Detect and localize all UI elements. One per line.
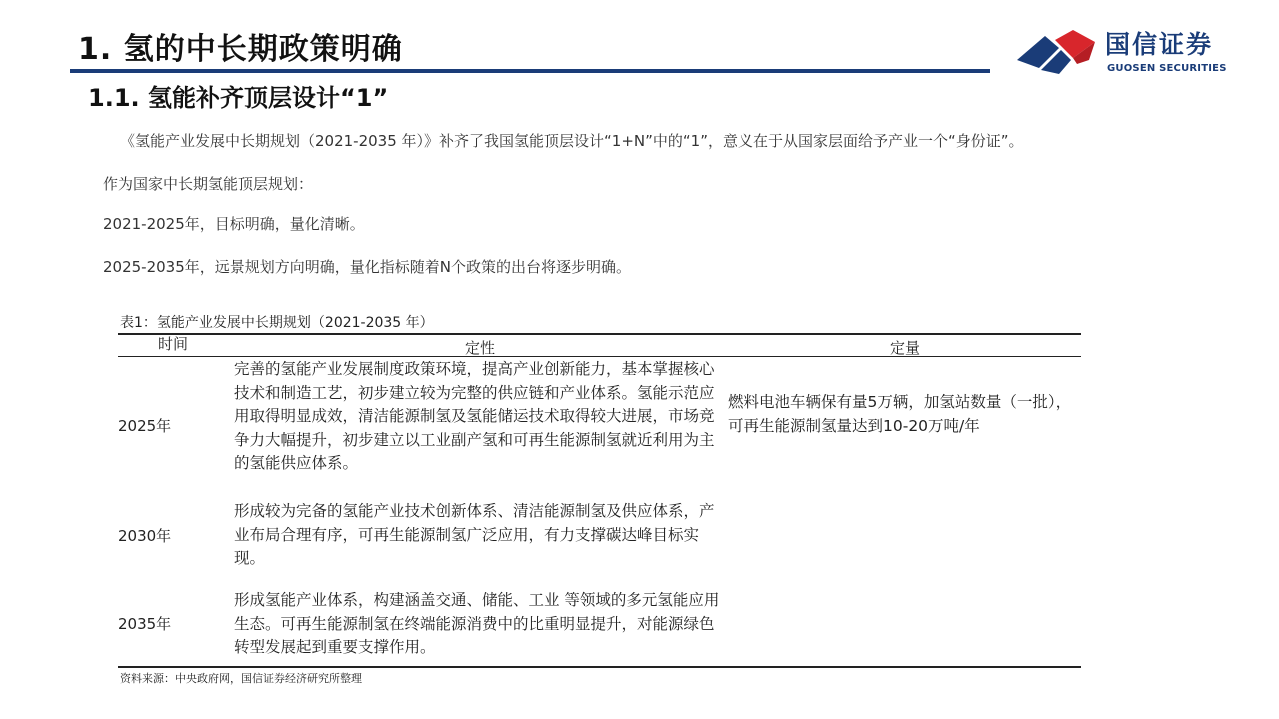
table-caption: 表1：氢能产业发展中长期规划（2021-2035 年） — [120, 315, 434, 331]
intro-paragraph: 《氢能产业发展中长期规划（2021-2035 年）》补齐了我国氢能顶层设计“1+N”中的“1”，意义在于从国家层面给予产业一个“身份证”。 — [120, 132, 1024, 150]
row-2030-year: 2030年 — [118, 527, 172, 545]
table-bottom-rule — [118, 666, 1081, 668]
body-line-4: 2025-2035年，远景规划方向明确，量化指标随着N个政策的出台将逐步明确。 — [103, 258, 631, 276]
body-line-2: 作为国家中长期氢能顶层规划： — [103, 175, 314, 193]
plan-table — [118, 333, 1081, 667]
section-title: 1.1. 氢能补齐顶层设计“1” — [88, 84, 389, 112]
title-underline — [70, 69, 990, 73]
logo-name-cn: 国信证券 — [1105, 30, 1214, 59]
header-quantitative: 定量 — [889, 339, 920, 357]
row-2025-year: 2025年 — [118, 417, 172, 435]
guosen-logo-icon — [1015, 30, 1097, 76]
page-title: 1. 氢的中长期政策明确 — [78, 32, 403, 67]
company-logo — [1015, 28, 1265, 78]
table-top-rule — [118, 333, 1081, 335]
row-2025-qualitative: 完善的氢能产业发展制度政策环境，提高产业创新能力，基本掌握核心技术和制造工艺，初步建立较为完整的供应链和产业体系。氢能示范应用取得明显成效，清洁能源制氢及氢能储运技术取得较大进展，市场竞争力大幅提升，初步建立以工业副产氢和可再生能源制氢就近利用为主的氢能供应体系。 — [234, 360, 715, 472]
logo-name-en: GUOSEN SECURITIES — [1107, 63, 1227, 74]
row-2035-qualitative: 形成氢能产业体系，构建涵盖交通、储能、工业 等领域的多元氢能应用生态。可再生能源制氢在终端能源消费中的比重明显提升，对能源绿色转型发展起到重要支撑作用。 — [234, 591, 720, 656]
row-2025-quantitative: 燃料电池车辆保有量5万辆，加氢站数量（一批），可再生能源制氢量达到10-20万吨/年 — [728, 393, 1072, 435]
header-time: 时间 — [157, 335, 188, 353]
source-note: 资料来源：中央政府网，国信证券经济研究所整理 — [120, 672, 362, 685]
row-2030-qualitative: 形成较为完备的氢能产业技术创新体系、清洁能源制氢及供应体系，产业布局合理有序，可再生能源制氢广泛应用，有力支撑碳达峰目标实现。 — [234, 502, 715, 567]
header-qualitative: 定性 — [464, 339, 495, 357]
body-line-3: 2021-2025年，目标明确，量化清晰。 — [103, 215, 365, 233]
row-2035-year: 2035年 — [118, 615, 172, 633]
